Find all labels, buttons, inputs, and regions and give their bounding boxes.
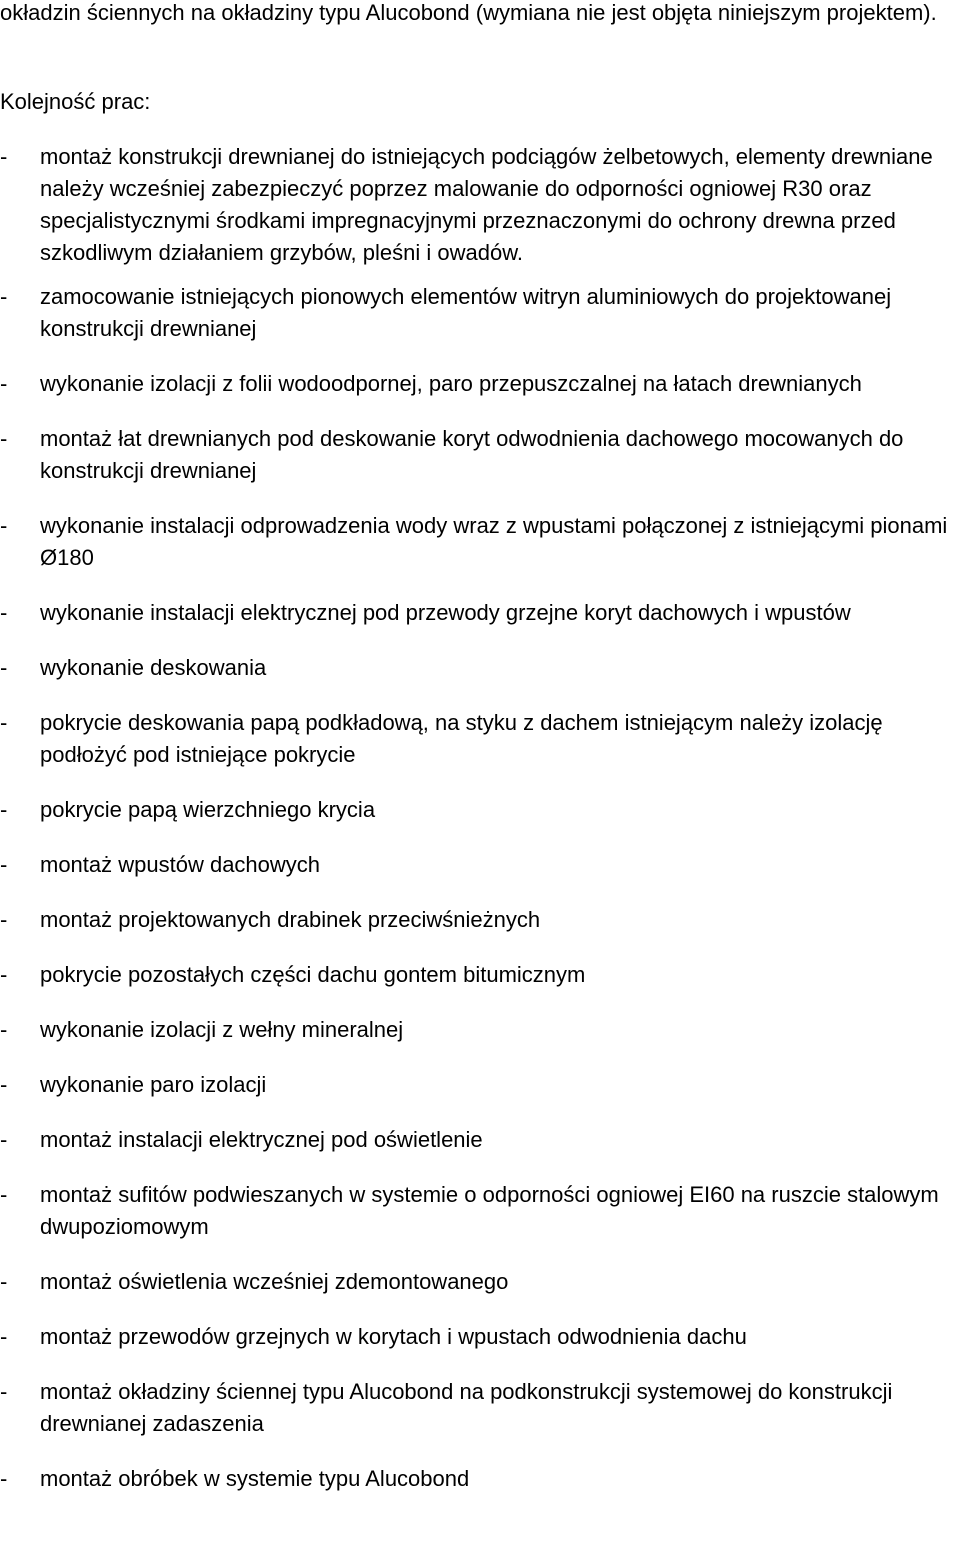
list-item-text: montaż projektowanych drabinek przeciwśnieżnych [40,907,541,932]
list-bullet: - [0,1324,8,1349]
list-item [0,1266,960,1298]
list-bullet: - [0,1466,8,1491]
intro-paragraph: okładzin ściennych na okładziny typu Alucobond (wymiana nie jest objęta niniejszym projektem). [0,0,937,25]
list-item [0,281,960,345]
list-bullet: - [0,371,8,396]
list-bullet: - [0,513,8,538]
list-item [0,1179,960,1243]
list-item [0,597,960,629]
section-heading: Kolejność prac: [0,89,151,114]
list-item-text: pokrycie pozostałych części dachu gontem bitumicznym [40,962,586,987]
list-item [0,904,960,936]
list-item-text: montaż sufitów podwieszanych w systemie o odporności ogniowej EI60 na ruszcie stalowym dwupoziomowym [40,1182,939,1239]
list-item-text: pokrycie papą wierzchniego krycia [40,797,376,822]
list-item [0,794,960,826]
list-item [0,1321,960,1353]
list-item [0,707,960,771]
list-item-text: montaż przewodów grzejnych w korytach i wpustach odwodnienia dachu [40,1324,747,1349]
list-bullet: - [0,1072,8,1097]
list-bullet: - [0,426,8,451]
list-item [0,849,960,881]
list-item [0,1124,960,1156]
list-bullet: - [0,710,8,735]
list-item-text: wykonanie izolacji z folii wodoodpornej, paro przepuszczalnej na łatach drewnianych [40,371,862,396]
list-item [0,510,960,574]
list-item-text: montaż instalacji elektrycznej pod oświetlenie [40,1127,483,1152]
list-item [0,141,960,269]
list-item-text: wykonanie instalacji odprowadzenia wody wraz z wpustami połączonej z istniejącymi pionami Ø180 [40,513,948,570]
list-item [0,423,960,487]
list-bullet: - [0,600,8,625]
list-item-text: wykonanie instalacji elektrycznej pod przewody grzejne koryt dachowych i wpustów [40,600,851,625]
list-item-text: montaż łat drewnianych pod deskowanie koryt odwodnienia dachowego mocowanych do konstrukcji drewnianej [40,426,904,483]
list-item-text: pokrycie deskowania papą podkładową, na styku z dachem istniejącym należy izolację podłożyć pod istniejące pokrycie [40,710,883,767]
list-item-text: wykonanie deskowania [40,655,267,680]
list-bullet: - [0,1379,8,1404]
list-item [0,1069,960,1101]
list-item [0,1014,960,1046]
list-item-text: montaż wpustów dachowych [40,852,321,877]
list-bullet: - [0,1127,8,1152]
list-bullet: - [0,1017,8,1042]
list-item-text: montaż oświetlenia wcześniej zdemontowanego [40,1269,509,1294]
list-item [0,1376,960,1440]
list-bullet: - [0,144,8,169]
list-item-text: zamocowanie istniejących pionowych elementów witryn aluminiowych do projektowanej konstrukcji drewnianej [40,284,892,341]
list-item-text: wykonanie izolacji z wełny mineralnej [40,1017,404,1042]
list-item-text: montaż obróbek w systemie typu Alucobond [40,1466,470,1491]
list-item [0,1463,960,1495]
list-bullet: - [0,907,8,932]
list-item-text: montaż okładziny ściennej typu Alucobond na podkonstrukcji systemowej do konstrukcji drewnianej zadaszenia [40,1379,893,1436]
work-sequence-list [0,141,960,1495]
list-bullet: - [0,284,8,309]
list-item [0,652,960,684]
list-bullet: - [0,1182,8,1207]
list-item [0,959,960,991]
list-bullet: - [0,852,8,877]
list-item-text: montaż konstrukcji drewnianej do istniejących podciągów żelbetowych, elementy drewniane należy wcześniej zabezpieczyć poprzez malowanie do odporności ogniowej R30 oraz specjalistycznymi środkami impregnacyjnymi przeznaczonymi do ochrony drewna przed szkodliwym działaniem grzybów, pleśni i owadów. [40,144,933,265]
list-item [0,368,960,400]
list-bullet: - [0,797,8,822]
list-bullet: - [0,962,8,987]
list-item-text: wykonanie paro izolacji [40,1072,267,1097]
list-bullet: - [0,1269,8,1294]
list-bullet: - [0,655,8,680]
